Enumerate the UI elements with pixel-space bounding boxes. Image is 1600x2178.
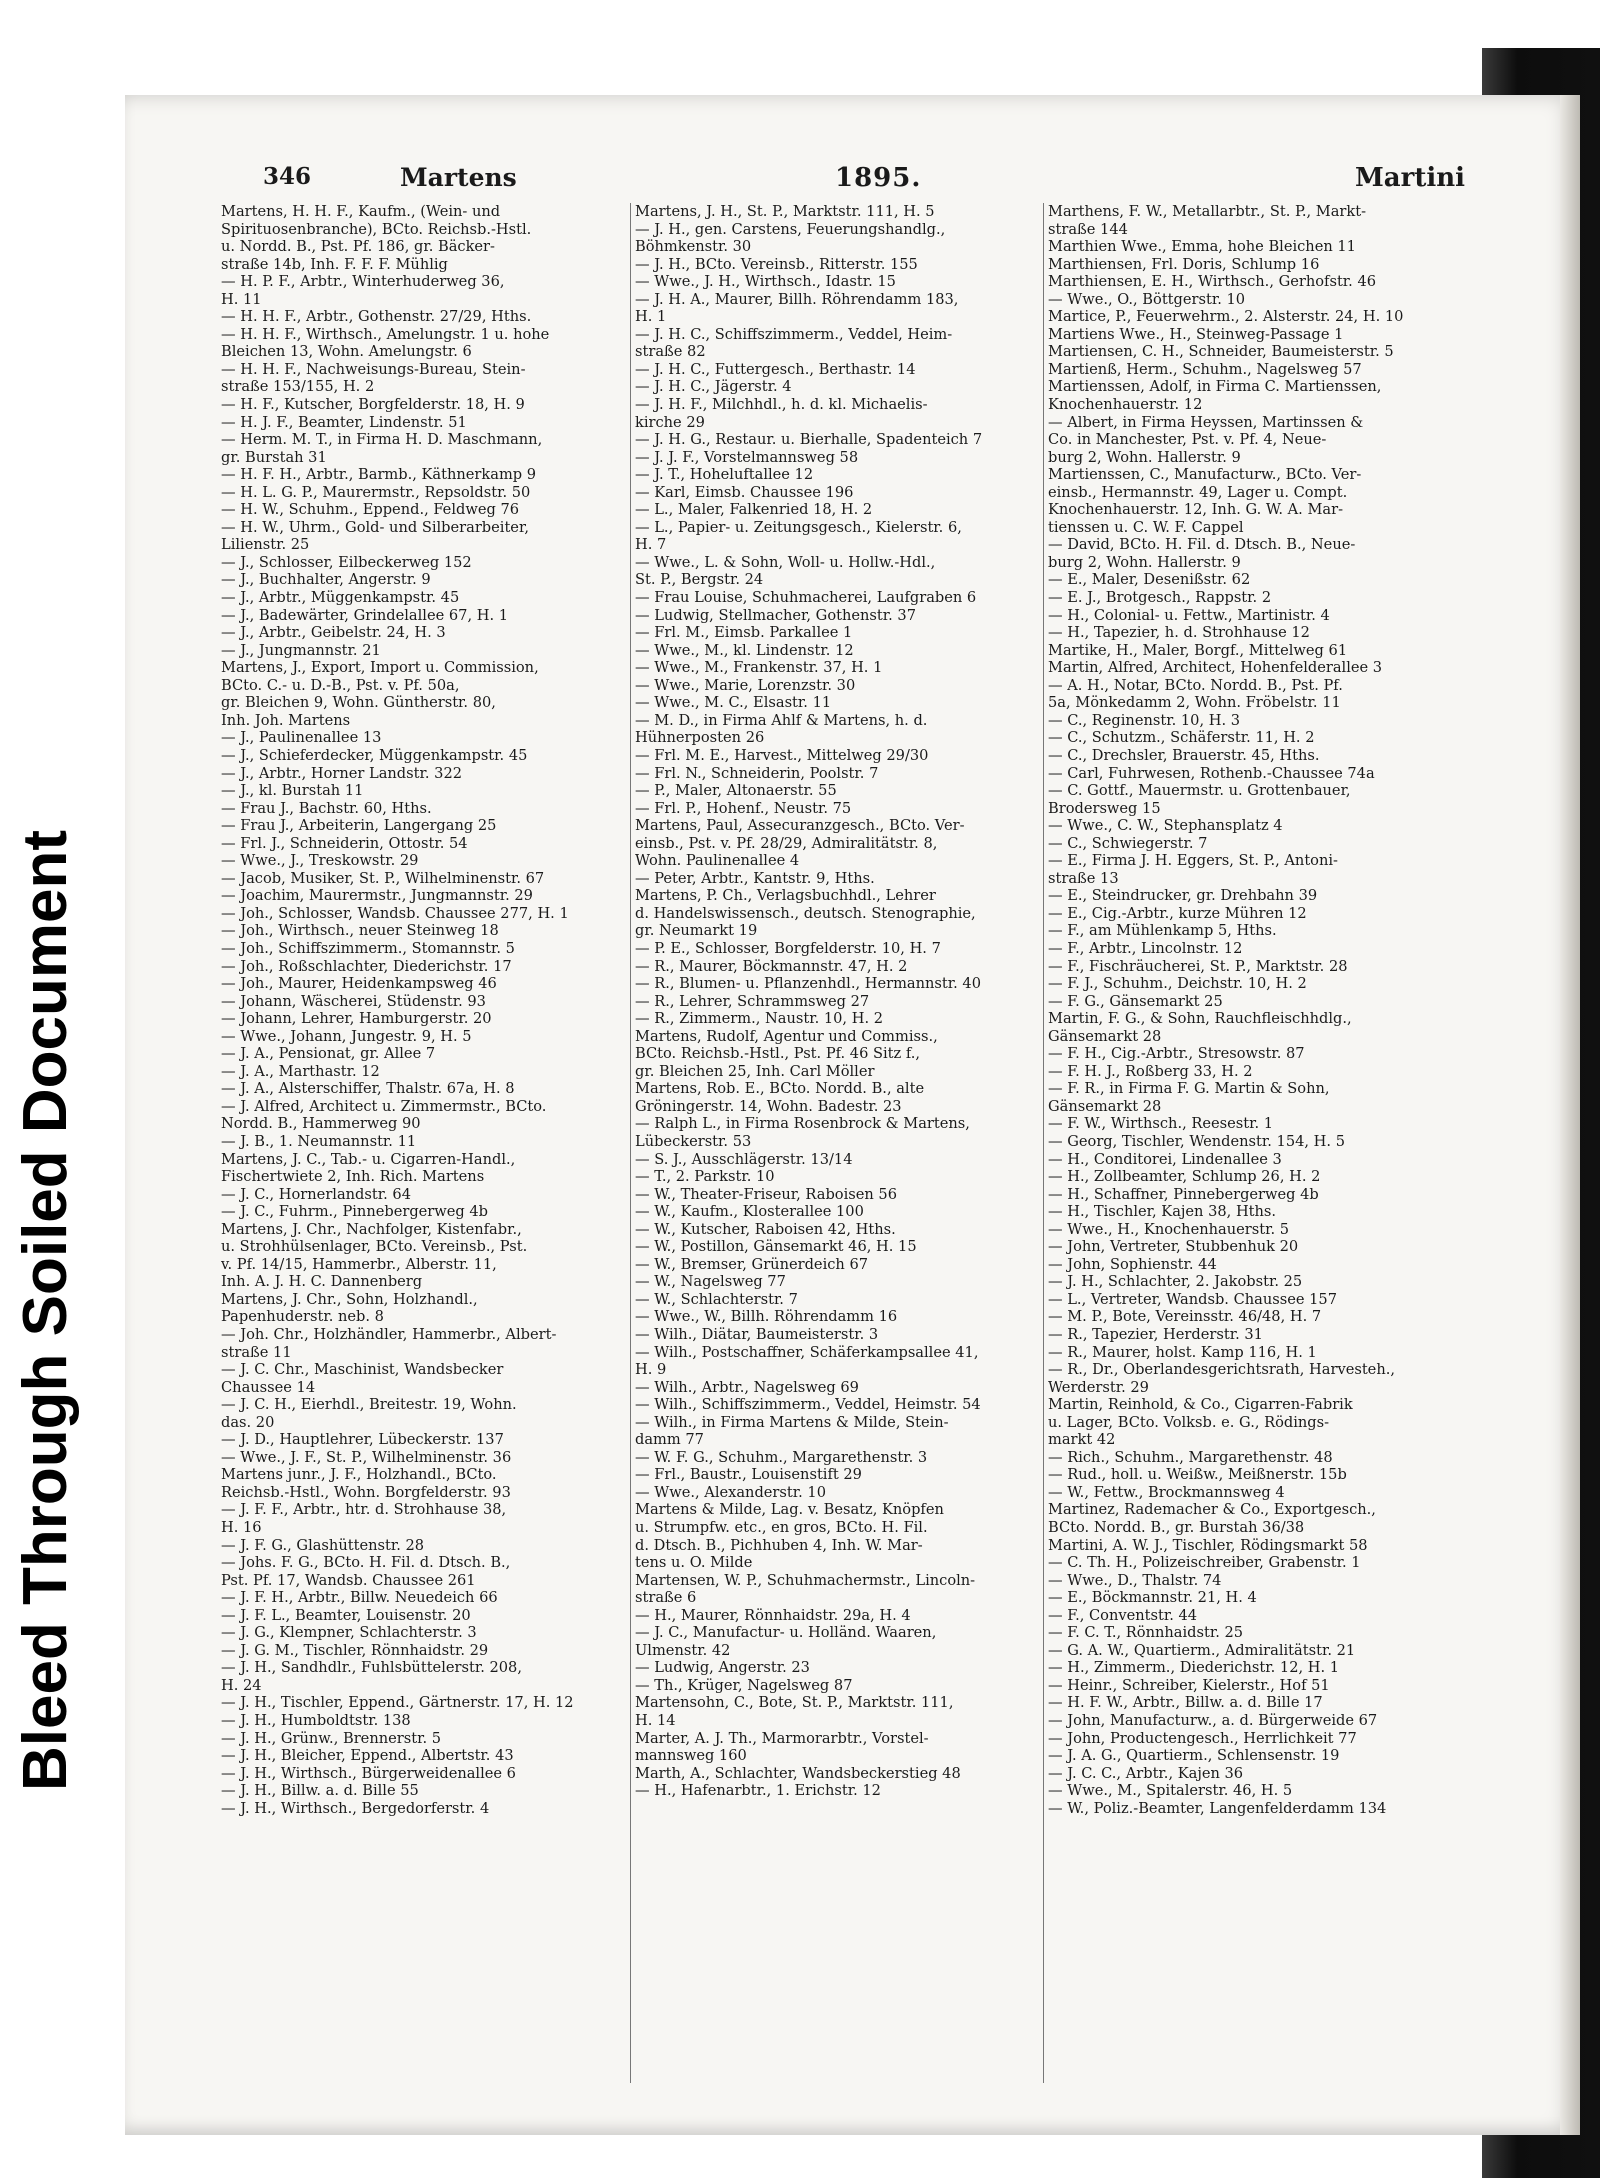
directory-entry-line: — W., Postillon, Gänsemarkt 46, H. 15 [635, 1238, 917, 1256]
directory-entry-line: — J. C. H., Eierhdl., Breitestr. 19, Wohn. [221, 1396, 517, 1414]
directory-entry-line: kirche 29 [635, 413, 705, 431]
directory-entry-line: — L., Vertreter, Wandsb. Chaussee 157 [1048, 1290, 1337, 1308]
directory-entry-line: gr. Bleichen 25, Inh. Carl Möller [635, 1062, 875, 1080]
directory-entry-line: — E., Maler, Desenißstr. 62 [1048, 571, 1251, 589]
directory-entry-line: — H. W., Schuhm., Eppend., Feldweg 76 [221, 501, 520, 519]
directory-entry-line: Martienssen, C., Manufacturw., BCto. Ver- [1048, 466, 1362, 484]
header-left-word: Martens [400, 163, 517, 192]
directory-entry-line: — Peter, Arbtr., Kantstr. 9, Hths. [635, 869, 875, 887]
directory-entry-line: Martens junr., J. F., Holzhandl., BCto. [221, 1466, 497, 1484]
directory-entry-line: — W. F. G., Schuhm., Margarethenstr. 3 [635, 1448, 928, 1466]
directory-entry-line: — E., Böckmannstr. 21, H. 4 [1048, 1589, 1257, 1607]
directory-entry-line: H. 1 [635, 308, 667, 326]
directory-entry-line: — W., Schlachterstr. 7 [635, 1290, 798, 1308]
directory-entry-line: — H., Zimmerm., Diederichstr. 12, H. 1 [1048, 1659, 1340, 1677]
directory-entry-line: — R., Maurer, Böckmannstr. 47, H. 2 [635, 957, 908, 975]
directory-entry-line: Nordd. B., Hammerweg 90 [221, 1115, 421, 1133]
directory-entry-line: H. 9 [635, 1361, 667, 1379]
directory-entry-line: Martens, H. H. F., Kaufm., (Wein- und [221, 203, 501, 220]
directory-entry-line: — W., Nagelsweg 77 [635, 1273, 786, 1291]
directory-entry-line: — J. H., Bleicher, Eppend., Albertstr. 43 [221, 1747, 514, 1765]
directory-entry-line: d. Handelswissensch., deutsch. Stenographie, [635, 904, 976, 922]
directory-entry-line: einsb., Hermannstr. 49, Lager u. Compt. [1048, 483, 1348, 501]
directory-entry-line: — Wwe., M., Spitalerstr. 46, H. 5 [1048, 1782, 1293, 1800]
directory-entry-line: BCto. Nordd. B., gr. Burstah 36/38 [1048, 1519, 1305, 1537]
directory-entry-line: — F., Fischräucherei, St. P., Marktstr. 28 [1048, 957, 1348, 975]
directory-entry-line: — J. T., Hoheluftallee 12 [635, 466, 814, 484]
directory-entry-line: — E., Cig.-Arbtr., kurze Mühren 12 [1048, 904, 1307, 922]
directory-entry-line: Knochenhauerstr. 12, Inh. G. W. A. Mar- [1048, 501, 1344, 519]
directory-entry-line: — Wwe., J. F., St. P., Wilhelminenstr. 36 [221, 1448, 512, 1466]
directory-entry-line: — J., Schlosser, Eilbeckerweg 152 [221, 553, 472, 571]
directory-entry-line: — Wilh., in Firma Martens & Milde, Stein- [635, 1413, 949, 1431]
directory-entry-line: — David, BCto. H. Fil. d. Dtsch. B., Neue- [1048, 536, 1356, 554]
directory-entry-line: — H. H. F., Nachweisungs-Bureau, Stein- [221, 360, 526, 378]
directory-entry-line: — Joh. Chr., Holzhändler, Hammerbr., Albert- [221, 1326, 557, 1343]
directory-entry-line: — H., Hafenarbtr., 1. Erichstr. 12 [635, 1782, 881, 1800]
directory-entry-line: — Joh., Wirthsch., neuer Steinweg 18 [221, 922, 499, 940]
directory-entry-line: Lilienstr. 25 [221, 536, 310, 554]
directory-entry-line: Papenhuderstr. neb. 8 [221, 1308, 384, 1326]
directory-entry-line: tienssen u. C. W. F. Cappel [1048, 518, 1244, 536]
directory-entry-line: straße 11 [221, 1343, 292, 1361]
directory-entry-line: — J. F. H., Arbtr., Billw. Neuedeich 66 [221, 1589, 498, 1607]
directory-entry-line: — Frl. J., Schneiderin, Ottostr. 54 [221, 834, 468, 852]
directory-entry-line: damm 77 [635, 1431, 704, 1449]
directory-entry-line: Marthiensen, E. H., Wirthsch., Gerhofstr. 46 [1048, 273, 1377, 291]
directory-entry-line: — Ralph L., in Firma Rosenbrock & Martens, [635, 1115, 970, 1133]
directory-entry-line: — Wilh., Arbtr., Nagelsweg 69 [635, 1378, 859, 1396]
directory-entry-line: Martens, Rudolf, Agentur und Commiss., [635, 1027, 938, 1045]
directory-entry-line: — J. H. C., Futtergesch., Berthastr. 14 [635, 360, 916, 378]
directory-entry-line: Martiens Wwe., H., Steinweg-Passage 1 [1048, 325, 1344, 343]
directory-entry-line: — Frl. N., Schneiderin, Poolstr. 7 [635, 764, 879, 782]
directory-entry-line: — W., Poliz.-Beamter, Langenfelderdamm 134 [1048, 1799, 1387, 1817]
directory-entry-line: straße 144 [1048, 220, 1128, 238]
directory-entry-line: — H. W., Uhrm., Gold- und Silberarbeiter, [221, 518, 529, 536]
directory-entry-line: u. Strohhülsenlager, BCto. Vereinsb., Pst. [221, 1238, 528, 1256]
directory-entry-line: straße 6 [635, 1589, 697, 1607]
directory-entry-line: Werderstr. 29 [1048, 1378, 1149, 1396]
directory-entry-line: H. 16 [221, 1519, 262, 1537]
directory-entry-line: Martin, F. G., & Sohn, Rauchfleischhdlg., [1048, 1010, 1352, 1028]
directory-entry-line: — Frau Louise, Schuhmacherei, Laufgraben 6 [635, 589, 977, 607]
directory-entry-line: — W., Theater-Friseur, Raboisen 56 [635, 1185, 897, 1203]
directory-entry-line: — J. C., Manufactur- u. Holländ. Waaren, [635, 1624, 937, 1642]
directory-entry-line: mannsweg 160 [635, 1747, 747, 1765]
directory-entry-line: Böhmkenstr. 30 [635, 238, 752, 256]
directory-entry-line: — J. F. L., Beamter, Louisenstr. 20 [221, 1606, 471, 1624]
directory-entry-line: — M. D., in Firma Ahlf & Martens, h. d. [635, 711, 928, 729]
scan-left-margin [0, 0, 110, 2177]
directory-entry-line: — J. H. F., Milchhdl., h. d. kl. Michaelis- [635, 396, 928, 414]
directory-entry-line: — Wwe., Marie, Lorenzstr. 30 [635, 676, 856, 694]
directory-entry-line: gr. Bleichen 9, Wohn. Güntherstr. 80, [221, 694, 496, 712]
directory-entry-line: u. Strumpfw. etc., en gros, BCto. H. Fil. [635, 1519, 928, 1537]
directory-entry-line: Martin, Reinhold, & Co., Cigarren-Fabrik [1048, 1396, 1353, 1414]
directory-entry-line: — C., Schwiegerstr. 7 [1048, 834, 1208, 852]
directory-entry-line: Inh. A. J. H. C. Dannenberg [221, 1273, 423, 1291]
directory-entry-line: — Johann, Lehrer, Hamburgerstr. 20 [221, 1010, 492, 1028]
directory-entry-line: — H. F. W., Arbtr., Billw. a. d. Bille 17 [1048, 1694, 1323, 1712]
directory-entry-line: das. 20 [221, 1413, 275, 1431]
directory-entry-line: — H. P. F., Arbtr., Winterhuderweg 36, [221, 273, 505, 291]
directory-entry-line: — Wwe., W., Billh. Röhrendamm 16 [635, 1308, 898, 1326]
directory-entry-line: — R., Tapezier, Herderstr. 31 [1048, 1326, 1263, 1343]
directory-entry-line: — Wwe., C. W., Stephansplatz 4 [1048, 817, 1283, 835]
directory-entry-line: Martens, J. Chr., Sohn, Holzhandl., [221, 1290, 478, 1308]
directory-entry-line: — R., Lehrer, Schrammsweg 27 [635, 992, 870, 1010]
directory-entry-line: Marthien Wwe., Emma, hohe Bleichen 11 [1048, 238, 1356, 256]
directory-entry-line: Chaussee 14 [221, 1378, 316, 1396]
directory-entry-line: BCto. C.- u. D.-B., Pst. v. Pf. 50a, [221, 676, 460, 694]
directory-entry-line: Martens, J. C., Tab.- u. Cigarren-Handl., [221, 1150, 516, 1168]
directory-entry-line: 5a, Mönkedamm 2, Wohn. Fröbelstr. 11 [1048, 694, 1341, 712]
directory-entry-line: — Heinr., Schreiber, Kielerstr., Hof 51 [1048, 1676, 1330, 1694]
directory-entry-line: — J. H., Schlachter, 2. Jakobstr. 25 [1048, 1273, 1303, 1291]
directory-entry-line: — Wwe., Alexanderstr. 10 [635, 1483, 826, 1501]
directory-entry-line: — P. E., Schlosser, Borgfelderstr. 10, H. 7 [635, 939, 941, 957]
directory-entry-line: — J. H., Sandhdlr., Fuhlsbüttelerstr. 208, [221, 1659, 522, 1677]
directory-entry-line: Gänsemarkt 28 [1048, 1097, 1162, 1115]
directory-entry-line: — H., Tapezier, h. d. Strohhause 12 [1048, 624, 1310, 642]
directory-entry-line: Martiensen, C. H., Schneider, Baumeisterstr. 5 [1048, 343, 1394, 361]
directory-entry-line: — Jacob, Musiker, St. P., Wilhelminenstr. 67 [221, 869, 545, 887]
directory-entry-line: — Frl., Baustr., Louisenstift 29 [635, 1466, 862, 1484]
directory-entry-line: — Wwe., Johann, Jungestr. 9, H. 5 [221, 1027, 472, 1045]
directory-entry-line: Martens, J., Export, Import u. Commission, [221, 659, 539, 677]
stamp-text: Bleed Through Soiled Document [11, 829, 81, 1791]
directory-entry-line: — J. H., Humboldtstr. 138 [221, 1712, 411, 1730]
directory-entry-line: — R., Maurer, holst. Kamp 116, H. 1 [1048, 1343, 1317, 1361]
directory-entry-line: — T., 2. Parkstr. 10 [635, 1168, 775, 1186]
directory-entry-line: Martens, P. Ch., Verlagsbuchhdl., Lehrer [635, 887, 936, 905]
column-right [1043, 203, 1456, 2083]
directory-entry-line: Martens & Milde, Lag. v. Besatz, Knöpfen [635, 1501, 944, 1519]
directory-entry-line: Marthiensen, Frl. Doris, Schlump 16 [1048, 255, 1320, 273]
directory-entry-line: — Wwe., L. & Sohn, Woll- u. Hollw.-Hdl., [635, 553, 936, 571]
directory-entry-line: — J., Schieferdecker, Müggenkampstr. 45 [221, 746, 528, 764]
directory-entry-line: Spirituosenbranche), BCto. Reichsb.-Hstl. [221, 220, 532, 238]
directory-entry-line: straße 14b, Inh. F. F. F. Mühlig [221, 255, 448, 273]
directory-entry-line: — Frl. P., Hohenf., Neustr. 75 [635, 799, 852, 817]
directory-entry-line: Marter, A. J. Th., Marmorarbtr., Vorstel- [635, 1729, 929, 1747]
directory-entry-line: — H., Colonial- u. Fettw., Martinistr. 4 [1048, 606, 1330, 624]
directory-entry-line: — Wilh., Postschaffner, Schäferkampsallee 41, [635, 1343, 979, 1361]
page-header [125, 163, 1580, 203]
directory-entry-line: — J. H. C., Schiffszimmerm., Veddel, Heim- [635, 325, 953, 343]
directory-entry-line: — A. H., Notar, BCto. Nordd. B., Pst. Pf. [1048, 676, 1343, 694]
directory-entry-line: Martienß, Herm., Schuhm., Nagelsweg 57 [1048, 360, 1362, 378]
directory-entry-line: burg 2, Wohn. Hallerstr. 9 [1048, 553, 1241, 571]
directory-entry-line: Martice, P., Feuerwehrm., 2. Alsterstr. 24, H. 10 [1048, 308, 1404, 326]
directory-entry-line: Lübeckerstr. 53 [635, 1132, 752, 1150]
directory-entry-line: Martens, Rob. E., BCto. Nordd. B., alte [635, 1080, 925, 1098]
page-edge-shadow [1560, 95, 1580, 2135]
directory-entry-line: — J. C. Chr., Maschinist, Wandsbecker [221, 1361, 504, 1379]
directory-entry-line: — P., Maler, Altonaerstr. 55 [635, 782, 837, 800]
directory-entry-line: Martinez, Rademacher & Co., Exportgesch., [1048, 1501, 1376, 1519]
directory-entry-line: markt 42 [1048, 1431, 1116, 1449]
directory-entry-line: — E. J., Brotgesch., Rappstr. 2 [1048, 589, 1272, 607]
directory-entry-line: — J. H., Wirthsch., Bergedorferstr. 4 [221, 1799, 490, 1817]
directory-entry-line: — John, Productengesch., Herrlichkeit 77 [1048, 1729, 1357, 1747]
directory-entry-line: gr. Burstah 31 [221, 448, 327, 466]
directory-entry-line: — F., Arbtr., Lincolnstr. 12 [1048, 939, 1243, 957]
directory-entry-line: — Wwe., M., kl. Lindenstr. 12 [635, 641, 854, 659]
directory-entry-line: Gänsemarkt 28 [1048, 1027, 1162, 1045]
directory-entry-line: — J. H., gen. Carstens, Feuerungshandlg., [635, 220, 946, 238]
directory-entry-line: — H. H. F., Arbtr., Gothenstr. 27/29, Hths. [221, 308, 532, 326]
directory-entry-line: Fischertwiete 2, Inh. Rich. Martens [221, 1168, 485, 1186]
directory-entry-line: — C., Reginenstr. 10, H. 3 [1048, 711, 1241, 729]
directory-entry-line: — R., Blumen- u. Pflanzenhdl., Hermannstr. 40 [635, 975, 982, 993]
directory-entry-line: — F. R., in Firma F. G. Martin & Sohn, [1048, 1080, 1330, 1098]
directory-entry-line: Gröningerstr. 14, Wohn. Badestr. 23 [635, 1097, 902, 1115]
directory-entry-line: Ulmenstr. 42 [635, 1641, 731, 1659]
directory-entry-line: — Karl, Eimsb. Chaussee 196 [635, 483, 854, 501]
directory-entry-line: u. Nordd. B., Pst. Pf. 186, gr. Bäcker- [221, 238, 495, 256]
directory-entry-line: — Wilh., Schiffszimmerm., Veddel, Heimstr. 54 [635, 1396, 981, 1414]
directory-entry-line: — M. P., Bote, Vereinsstr. 46/48, H. 7 [1048, 1308, 1322, 1326]
directory-entry-line: — Joh., Roßschlachter, Diederichstr. 17 [221, 957, 512, 975]
directory-entry-line: Martensen, W. P., Schuhmachermstr., Lincoln- [635, 1571, 976, 1589]
directory-entry-line: Martini, A. W. J., Tischler, Rödingsmarkt 58 [1048, 1536, 1368, 1554]
directory-entry-line: — Frau J., Arbeiterin, Langergang 25 [221, 817, 497, 835]
directory-entry-line: Knochenhauerstr. 12 [1048, 396, 1203, 414]
directory-entry-line: — H., Conditorei, Lindenallee 3 [1048, 1150, 1282, 1168]
directory-entry-line: — J. A., Pensionat, gr. Allee 7 [221, 1045, 436, 1063]
directory-entry-line: — Joh., Schlosser, Wandsb. Chaussee 277, H. 1 [221, 904, 569, 922]
directory-entry-line: Martens, J. Chr., Nachfolger, Kistenfabr., [221, 1220, 522, 1238]
directory-entry-line: — E., Firma J. H. Eggers, St. P., Antoni- [1048, 852, 1338, 870]
directory-entry-line: — Joachim, Maurermstr., Jungmannstr. 29 [221, 887, 533, 905]
directory-entry-line: Martin, Alfred, Architect, Hohenfelderallee 3 [1048, 659, 1383, 677]
directory-entry-line: — H. L. G. P., Maurermstr., Repsoldstr. 50 [221, 483, 531, 501]
directory-entry-line: — H. J. F., Beamter, Lindenstr. 51 [221, 413, 467, 431]
directory-entry-line: — H. F., Kutscher, Borgfelderstr. 18, H. 9 [221, 396, 525, 414]
directory-entry-line: — F. H. J., Roßberg 33, H. 2 [1048, 1062, 1253, 1080]
directory-entry-line: — J. F. G., Glashüttenstr. 28 [221, 1536, 425, 1554]
directory-entry-line: — H., Maurer, Rönnhaidstr. 29a, H. 4 [635, 1606, 911, 1624]
directory-entry-line: — J. H., Grünw., Brennerstr. 5 [221, 1729, 442, 1747]
column-left [217, 203, 630, 2083]
directory-entry-line: — John, Vertreter, Stubbenhuk 20 [1048, 1238, 1299, 1256]
directory-entry-line: — J. F. F., Arbtr., htr. d. Strohhause 38, [221, 1501, 507, 1519]
directory-entry-line: — Ludwig, Stellmacher, Gothenstr. 37 [635, 606, 916, 624]
directory-entry-line: — John, Manufacturw., a. d. Bürgerweide 67 [1048, 1712, 1378, 1730]
directory-entry-line: — Frau J., Bachstr. 60, Hths. [221, 799, 432, 817]
directory-entry-line: — J. H. C., Jägerstr. 4 [635, 378, 792, 396]
directory-entry-line: H. 24 [221, 1676, 262, 1694]
directory-entry-line: Marthens, F. W., Metallarbtr., St. P., Markt- [1048, 203, 1367, 220]
directory-entry-line: — Joh., Schiffszimmerm., Stomannstr. 5 [221, 939, 515, 957]
directory-entry-line: Wohn. Paulinenallee 4 [635, 852, 800, 870]
directory-entry-line: — E., Steindrucker, gr. Drehbahn 39 [1048, 887, 1318, 905]
directory-entry-line: — F. J., Schuhm., Deichstr. 10, H. 2 [1048, 975, 1307, 993]
directory-entry-line: — J. H., Tischler, Eppend., Gärtnerstr. 17, H. 12 [221, 1694, 574, 1712]
directory-entry-line: H. 11 [221, 290, 262, 308]
directory-entry-line: — J., Arbtr., Horner Landstr. 322 [221, 764, 463, 782]
directory-entry-line: — Ludwig, Angerstr. 23 [635, 1659, 810, 1677]
directory-entry-line: — Frl. M. E., Harvest., Mittelweg 29/30 [635, 746, 929, 764]
directory-entry-line: — Wwe., O., Böttgerstr. 10 [1048, 290, 1246, 308]
directory-entry-line: — H. F. H., Arbtr., Barmb., Käthnerkamp 9 [221, 466, 537, 484]
directory-entry-line: — F., Conventstr. 44 [1048, 1606, 1198, 1624]
directory-entry-line: Co. in Manchester, Pst. v. Pf. 4, Neue- [1048, 431, 1327, 449]
header-year: 1895. [835, 163, 922, 193]
directory-page [125, 95, 1580, 2135]
directory-entry-line: burg 2, Wohn. Hallerstr. 9 [1048, 448, 1241, 466]
directory-entry-line: — L., Maler, Falkenried 18, H. 2 [635, 501, 873, 519]
directory-entry-line: BCto. Reichsb.-Hstl., Pst. Pf. 46 Sitz f., [635, 1045, 921, 1063]
directory-entry-line: — C., Schutzm., Schäferstr. 11, H. 2 [1048, 729, 1315, 747]
directory-entry-line: — W., Kutscher, Raboisen 42, Hths. [635, 1220, 896, 1238]
directory-entry-line: — J., Jungmannstr. 21 [221, 641, 381, 659]
directory-entry-line: — J. D., Hauptlehrer, Lübeckerstr. 137 [221, 1431, 504, 1449]
directory-entry-line: — J. C. C., Arbtr., Kajen 36 [1048, 1764, 1244, 1782]
directory-entry-line: — J. G. M., Tischler, Rönnhaidstr. 29 [221, 1641, 489, 1659]
directory-entry-line: Martens, J. H., St. P., Marktstr. 111, H. 5 [635, 203, 935, 220]
directory-entry-line: — Joh., Maurer, Heidenkampsweg 46 [221, 975, 497, 993]
directory-entry-line: H. 7 [635, 536, 667, 554]
directory-entry-line: Pst. Pf. 17, Wandsb. Chaussee 261 [221, 1571, 476, 1589]
directory-entry-line: — J., Paulinenallee 13 [221, 729, 382, 747]
directory-entry-line: — W., Fettw., Brockmannsweg 4 [1048, 1483, 1285, 1501]
directory-entry-line: — C., Drechsler, Brauerstr. 45, Hths. [1048, 746, 1320, 764]
directory-entry-line: v. Pf. 14/15, Hammerbr., Alberstr. 11, [221, 1255, 497, 1273]
directory-entry-line: — L., Papier- u. Zeitungsgesch., Kielerstr. 6, [635, 518, 962, 536]
directory-entry-line: H. 14 [635, 1712, 676, 1730]
directory-entry-line: — J. H. G., Restaur. u. Bierhalle, Spadenteich 7 [635, 431, 983, 449]
directory-entry-line: — R., Zimmerm., Naustr. 10, H. 2 [635, 1010, 884, 1028]
directory-entry-line: — Th., Krüger, Nagelsweg 87 [635, 1676, 853, 1694]
directory-entry-line: — F. G., Gänsemarkt 25 [1048, 992, 1223, 1010]
directory-entry-line: Martienssen, Adolf, in Firma C. Martienssen, [1048, 378, 1382, 396]
directory-entry-line: — R., Dr., Oberlandesgerichtsrath, Harvesteh., [1048, 1361, 1395, 1379]
directory-entry-line: St. P., Bergstr. 24 [635, 571, 764, 589]
directory-entry-line: — H., Tischler, Kajen 38, Hths. [1048, 1203, 1277, 1221]
directory-entry-line: u. Lager, BCto. Volksb. e. G., Rödings- [1048, 1413, 1330, 1431]
directory-entry-line: — Johann, Wäscherei, Stüdenstr. 93 [221, 992, 486, 1010]
directory-entry-line: — Wwe., J., Treskowstr. 29 [221, 852, 419, 870]
directory-entry-line: gr. Neumarkt 19 [635, 922, 758, 940]
directory-entry-line: — S. J., Ausschlägerstr. 13/14 [635, 1150, 853, 1168]
directory-entry-line: — J., Badewärter, Grindelallee 67, H. 1 [221, 606, 509, 624]
directory-entry-line: — Wilh., Diätar, Baumeisterstr. 3 [635, 1326, 879, 1343]
directory-entry-line: — F., am Mühlenkamp 5, Hths. [1048, 922, 1277, 940]
directory-entry-line: — Frl. M., Eimsb. Parkallee 1 [635, 624, 853, 642]
directory-entry-line: Martensohn, C., Bote, St. P., Marktstr. 111, [635, 1694, 954, 1712]
directory-entry-line: — C. Gottf., Mauermstr. u. Grottenbauer, [1048, 782, 1351, 800]
directory-entry-line: Reichsb.-Hstl., Wohn. Borgfelderstr. 93 [221, 1483, 511, 1501]
directory-entry-line: Martike, H., Maler, Borgf., Mittelweg 61 [1048, 641, 1348, 659]
directory-entry-line: — J. H., BCto. Vereinsb., Ritterstr. 155 [635, 255, 918, 273]
directory-entry-line: — H., Zollbeamter, Schlump 26, H. 2 [1048, 1168, 1321, 1186]
directory-entry-line: einsb., Pst. v. Pf. 28/29, Admiralitätstr. 8, [635, 834, 938, 852]
directory-entry-line: — J. H., Billw. a. d. Bille 55 [221, 1782, 419, 1800]
directory-entry-line: — Wwe., H., Knochenhauerstr. 5 [1048, 1220, 1290, 1238]
directory-entry-line: — J., Arbtr., Geibelstr. 24, H. 3 [221, 624, 446, 642]
archive-stamp [4, 690, 88, 1930]
directory-entry-line: — J. H. A., Maurer, Billh. Röhrendamm 183, [635, 290, 959, 308]
directory-entry-line: — J., Buchhalter, Angerstr. 9 [221, 571, 431, 589]
directory-entry-line: — J. B., 1. Neumannstr. 11 [221, 1132, 417, 1150]
directory-entry-line: — Wwe., M., Frankenstr. 37, H. 1 [635, 659, 883, 677]
directory-entry-line: straße 82 [635, 343, 706, 361]
directory-entry-line: Martens, Paul, Assecuranzgesch., BCto. Ver- [635, 817, 965, 835]
directory-entry-line: — W., Kaufm., Klosterallee 100 [635, 1203, 864, 1221]
entry-columns [217, 203, 1462, 2083]
directory-entry-line: Bleichen 13, Wohn. Amelungstr. 6 [221, 343, 472, 361]
page-number: 346 [263, 163, 312, 190]
directory-entry-line: — Carl, Fuhrwesen, Rothenb.-Chaussee 74a [1048, 764, 1375, 782]
directory-entry-line: — J., kl. Burstah 11 [221, 782, 364, 800]
directory-entry-line: — Georg, Tischler, Wendenstr. 154, H. 5 [1048, 1132, 1345, 1150]
directory-entry-line: — Herm. M. T., in Firma H. D. Maschmann, [221, 431, 543, 449]
directory-entry-line: — Rud., holl. u. Weißw., Meißnerstr. 15b [1048, 1466, 1347, 1484]
directory-entry-line: Hühnerposten 26 [635, 729, 765, 747]
directory-entry-line: — Johs. F. G., BCto. H. Fil. d. Dtsch. B., [221, 1554, 511, 1572]
directory-entry-line: — J., Arbtr., Müggenkampstr. 45 [221, 589, 460, 607]
directory-entry-line: straße 13 [1048, 869, 1119, 887]
directory-entry-line: — W., Bremser, Grünerdeich 67 [635, 1255, 869, 1273]
directory-entry-line: Inh. Joh. Martens [221, 711, 351, 729]
directory-entry-line: d. Dtsch. B., Pichhuben 4, Inh. W. Mar- [635, 1536, 923, 1554]
directory-entry-line: — Rich., Schuhm., Margarethenstr. 48 [1048, 1448, 1333, 1466]
directory-entry-line: — Albert, in Firma Heyssen, Martinssen & [1048, 413, 1364, 431]
directory-entry-line: — H., Schaffner, Pinnebergerweg 4b [1048, 1185, 1319, 1203]
directory-entry-line: — J. A., Marthastr. 12 [221, 1062, 380, 1080]
column-middle [630, 203, 1043, 2083]
directory-entry-line: — Wwe., J. H., Wirthsch., Idastr. 15 [635, 273, 896, 291]
directory-entry-line: — J. H., Wirthsch., Bürgerweidenallee 6 [221, 1764, 516, 1782]
directory-entry-line: — J. C., Hornerlandstr. 64 [221, 1185, 411, 1203]
directory-entry-line: straße 153/155, H. 2 [221, 378, 375, 396]
directory-entry-line: — C. Th. H., Polizeischreiber, Grabenstr. 1 [1048, 1554, 1361, 1572]
directory-entry-line: — J. G., Klempner, Schlachterstr. 3 [221, 1624, 477, 1642]
directory-entry-line: Marth, A., Schlachter, Wandsbeckerstieg 48 [635, 1764, 961, 1782]
directory-entry-line: — J. A., Alsterschiffer, Thalstr. 67a, H. 8 [221, 1080, 515, 1098]
directory-entry-line: Brodersweg 15 [1048, 799, 1161, 817]
directory-entry-line: tens u. O. Milde [635, 1554, 753, 1572]
directory-entry-line: — G. A. W., Quartierm., Admiralitätstr. 21 [1048, 1641, 1356, 1659]
directory-entry-line: — F. H., Cig.-Arbtr., Stresowstr. 87 [1048, 1045, 1305, 1063]
directory-entry-line: — Wwe., D., Thalstr. 74 [1048, 1571, 1222, 1589]
header-right-word: Martini [1355, 163, 1465, 193]
directory-entry-line: — John, Sophienstr. 44 [1048, 1255, 1217, 1273]
directory-entry-line: — Wwe., M. C., Elsastr. 11 [635, 694, 832, 712]
directory-entry-line: — H. H. F., Wirthsch., Amelungstr. 1 u. hohe [221, 325, 550, 343]
directory-entry-line: — J. C., Fuhrm., Pinnebergerweg 4b [221, 1203, 489, 1221]
directory-entry-line: — J. J. F., Vorstelmannsweg 58 [635, 448, 859, 466]
directory-entry-line: — F. C. T., Rönnhaidstr. 25 [1048, 1624, 1244, 1642]
directory-entry-line: — J. Alfred, Architect u. Zimmermstr., BCto. [221, 1097, 547, 1115]
directory-entry-line: — J. A. G., Quartierm., Schlensenstr. 19 [1048, 1747, 1340, 1765]
directory-entry-line: — F. W., Wirthsch., Reesestr. 1 [1048, 1115, 1274, 1133]
